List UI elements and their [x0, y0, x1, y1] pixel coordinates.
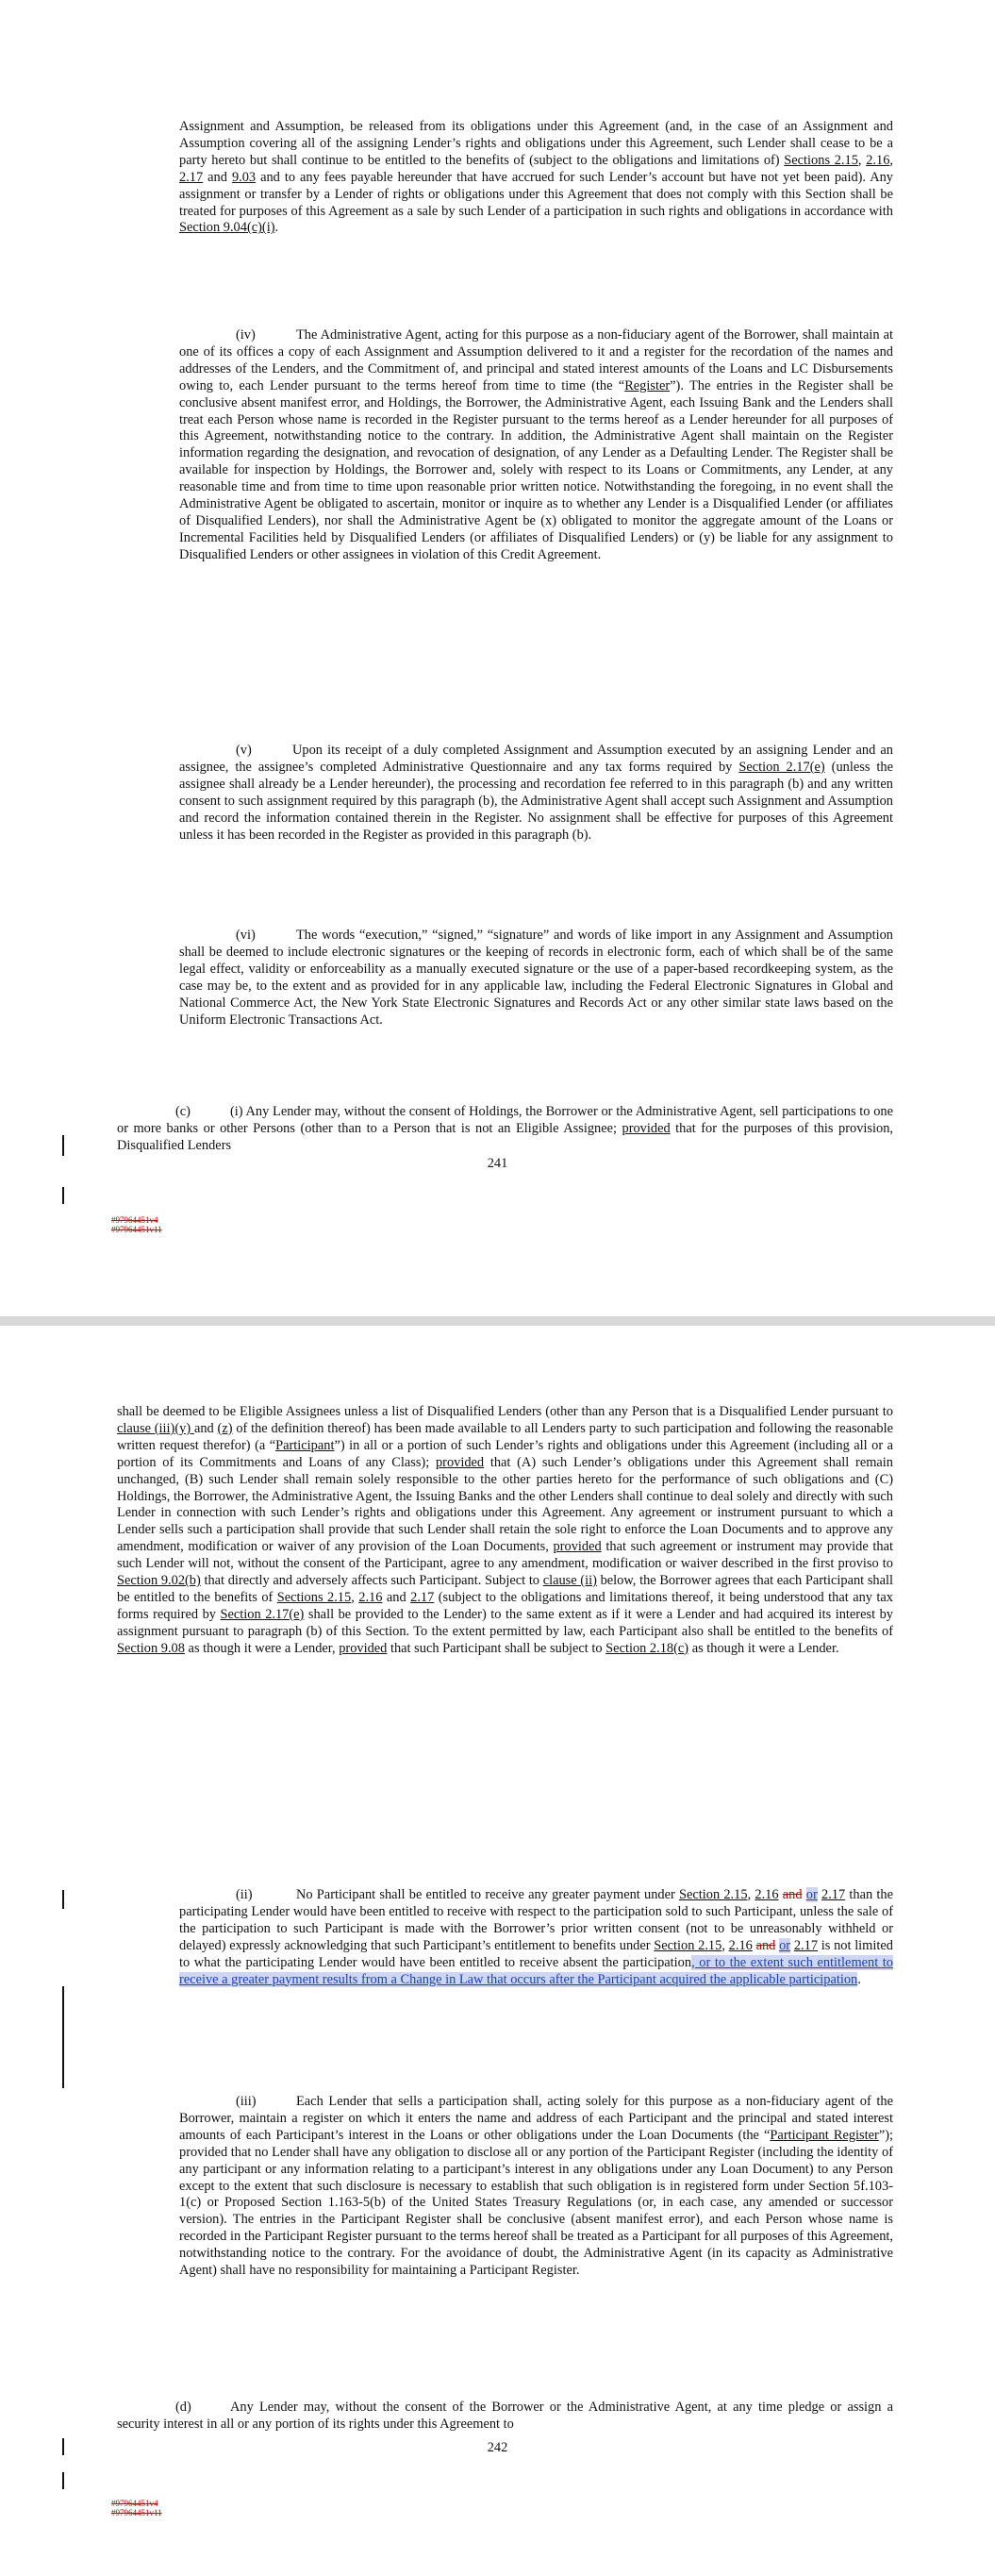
document-id-old: #97964451v4	[111, 1215, 158, 1225]
paragraph-vi-electronic-signatures: (vi) The words “execution,” “signed,” “signature” and words of like import in any Assignment and Assumption shall be deemed to include electronic signatures or the keeping of records in electronic form, each of which shall be of the same legal effect, validity or enforceability as a manually executed signature or the use of a paper-based recordkeeping system, as the case may be, to the extent and as provided for in any applicable law, including the Federal Electronic Signatures in Global and National Commerce Act, the New York State Electronic Signatures and Records Act or any other similar state laws based on the Uniform Electronic Transactions Act.	[179, 928, 893, 1028]
defined-term: provided	[622, 1120, 671, 1136]
clause-number: (vi)	[236, 928, 256, 943]
section-ref: 2.16	[866, 152, 890, 168]
document-id-new: #97964451v11	[111, 1225, 162, 1234]
clause-number: (v)	[236, 743, 252, 758]
section-ref: 2.16	[728, 1937, 753, 1953]
defined-term: provided	[553, 1539, 602, 1555]
paragraph-d-pledge: (d) Any Lender may, without the consent of the Borrower or the Administrative Agent, at any time pledge or assign a security interest in all or any portion of its rights under this Agreement to	[117, 2400, 893, 2432]
paragraph-iv-register: (iv) The Administrative Agent, acting for this purpose as a non-fiduciary agent of the Borrower, shall maintain at one of its offices a copy of each Assignment and Assumption delivered to it and a register for the recordation of the names and addresses of the Lenders, and the Commitment of, and principal and stated interest amounts of the Loans and LC Disbursements owing to, each Lender pursuant to the terms hereof from time to time (the “Register”). The entries in the Register shall be conclusive absent manifest error, and Holdings, the Borrower, the Administrative Agent, each Issuing Bank and the Lenders shall treat each Person whose name is recorded in the Register pursuant to the terms hereof as a Lender hereunder for all purposes of this Agreement, notwithstanding notice to the contrary. In addition, the Administrative Agent shall maintain on the Register information regarding the designation, and revocation of designation, of any Lender as a Defaulting Lender. The Register shall be available for inspection by Holdings, the Borrower and, solely with respect to its Loans or Commitments, any Lender, at any reasonable time and from time to time upon reasonable prior written notice. Notwithstanding the foregoing, in no event shall the Administrative Agent be obligated to ascertain, monitor or inquire as to whether any Lender is a Disqualified Lender (or affiliates of Disqualified Lenders), nor shall the Administrative Agent be (x) obligated to monitor the aggregate amount of the Loans or Incremental Facilities held by Disqualified Lenders (or affiliates of Disqualified Lenders) or (y) be liable for any assignment to Disqualified Lenders or other assignees in violation of this Credit Agreement.	[179, 327, 893, 562]
deleted-text: and	[782, 1887, 803, 1902]
inserted-text: or	[805, 1887, 818, 1902]
change-bar	[62, 1986, 64, 2088]
change-bar	[62, 1187, 64, 1204]
defined-term: Register	[624, 377, 671, 393]
change-bar	[62, 2472, 64, 2489]
clause-number: (iv)	[236, 327, 256, 343]
paragraph-v-recordation: (v) Upon its receipt of a duly completed Assignment and Assumption executed by an assigning Lender and an assignee, the assignee’s completed Administrative Questionnaire and any tax forms required by Section 2.17(e) (unless the assignee shall already be a Lender hereunder), the processing and recordation fee referred to in this paragraph (b) and any written consent to such assignment required by this paragraph (b), the Administrative Agent shall accept such Assignment and Assumption and record the information contained therein in the Register. No assignment shall be effective for purposes of this Agreement unless it has been recorded in the Register as provided in this paragraph (b).	[179, 743, 893, 843]
clause-ref: clause (iii)(y)	[117, 1420, 194, 1436]
section-ref: 9.03	[231, 169, 257, 185]
section-ref: 2.17	[410, 1589, 435, 1605]
section-ref: Section 2.18(c)	[605, 1640, 689, 1656]
change-bar	[62, 1890, 64, 1909]
change-bar	[62, 1135, 64, 1156]
section-ref: Section 2.17(e)	[220, 1606, 305, 1622]
clause-ref: clause (ii)	[542, 1573, 597, 1589]
paragraph-assignment-release: Assignment and Assumption, be released from its obligations under this Agreement (and, in the case of an Assignment and Assumption covering all of the assigning Lender’s rights and obligations under this Agreement, such Lender shall cease to be a party hereto but shall continue to be entitled to the benefits of (subject to the obligations and limitations of) Sections 2.15, 2.16, 2.17 and 9.03 and to any fees payable hereunder that have accrued for such Lender’s account but have not yet been paid). Any assignment or transfer by a Lender of rights or obligations under this Agreement that does not comply with this Section shall be treated for purposes of this Agreement as a sale by such Lender of a participation in such rights and obligations in accordance with Section 9.04(c)(i).	[179, 119, 893, 236]
page-number: 241	[487, 1156, 508, 1171]
section-ref: Sections 2.15	[276, 1589, 352, 1605]
section-ref: Section 2.15	[678, 1887, 748, 1902]
section-ref: 2.17	[179, 169, 204, 185]
section-ref: 2.17	[821, 1887, 846, 1902]
section-ref: 2.16	[755, 1887, 779, 1902]
section-ref: Section 9.02(b)	[117, 1573, 201, 1589]
document-page-242	[0, 1326, 995, 2576]
deleted-text: and	[755, 1937, 776, 1953]
paragraph-iii-participant-register: (iii) Each Lender that sells a participation shall, acting solely for this purpose as a non-fiduciary agent of the Borrower, maintain a register on which it enters the name and address of each Participant and the principal and stated interest amounts of each Participant’s interest in the Loans or other obligations under the Loan Documents (the “Participant Register”); provided that no Lender shall have any obligation to disclose all or any portion of the Participant Register (including the identity of any participant or any information relating to a participant’s interest in any obligations under any Loan Document) to any Person except to the extent that such disclosure is necessary to establish that such obligation is in registered form under Section 5f.103-1(c) or Proposed Section 1.163-5(b) of the United States Treasury Regulations (or, in each case, any amended or successor version). The entries in the Participant Register shall be conclusive (absent manifest error), and each Person whose name is recorded in the Participant Register pursuant to the terms hereof shall be treated as a Participant for all purposes of this Agreement, notwithstanding notice to the contrary. For the avoidance of doubt, the Administrative Agent (in its capacity as Administrative Agent) shall have no responsibility for maintaining a Participant Register.	[179, 2094, 893, 2279]
paragraph-ii-greater-payment: (ii) No Participant shall be entitled to receive any greater payment under Section 2.15, 2.16 and or 2.17 than the participating Lender would have been entitled to receive with respect to the participation sold to such Participant, unless the sale of the participation to such Participant is made with the Borrower’s prior written consent (not to be unreasonably withheld or delayed) expressly acknowledging that such Participant’s entitlement to benefits under Section 2.15, 2.16 and or 2.17 is not limited to what the participating Lender would have been entitled to receive absent the participation, or to the extent such entitlement to receive a greater payment results from a Change in Law that occurs after the Participant acquired the applicable participation.	[179, 1887, 893, 1987]
clause-number: (ii)	[236, 1887, 253, 1902]
document-id-new: #97964451v11	[111, 2508, 162, 2517]
clause-number: (iii)	[236, 2094, 257, 2109]
section-ref: 2.17	[793, 1937, 819, 1953]
document-id-old: #97964451v4	[111, 2499, 158, 2508]
defined-term: provided	[339, 1640, 388, 1656]
clause-number: (d)	[175, 2400, 191, 2415]
section-ref: Sections 2.15	[784, 152, 858, 168]
defined-term: Participant	[275, 1437, 335, 1453]
inserted-text: or	[779, 1937, 791, 1953]
section-ref: Section 2.17(e)	[738, 759, 825, 775]
section-ref: Section 9.04(c)(i)	[179, 220, 275, 236]
section-ref: Section 2.15	[654, 1937, 722, 1953]
defined-term: provided	[435, 1454, 485, 1470]
clause-ref: (z)	[217, 1420, 233, 1436]
section-ref: Section 9.08	[117, 1640, 185, 1656]
defined-term: Participant Register	[770, 2127, 879, 2143]
section-ref: 2.16	[358, 1589, 383, 1605]
clause-number: (c)	[175, 1104, 191, 1119]
inserted-text: , or to the extent such entitlement to receive a greater payment results from a Change in Law that occurs after the Participant acquired the applicable participation	[179, 1954, 893, 1987]
paragraph-participation-continued: shall be deemed to be Eligible Assignees unless a list of Disqualified Lenders (other than any Person that is a Disqualified Lender pursuant to clause (iii)(y) and (z) of the definition thereof) has been made available to all Lenders party to such participation and following the reasonable written request therefor) (a “Participant”) in all or a portion of such Lender’s rights and obligations under this Agreement (including all or a portion of its Commitments and Loans of any Class); provided that (A) such Lender’s obligations under this Agreement shall remain unchanged, (B) such Lender shall remain solely responsible to the other parties hereto for the performance of such obligations and (C) Holdings, the Borrower, the Administrative Agent, the Issuing Banks and the other Lenders shall continue to deal solely and directly with such Lender in connection with such Lender’s rights and obligations under this Agreement. Any agreement or instrument pursuant to which a Lender sells such a participation shall provide that such Lender shall retain the sole right to enforce the Loan Documents and to approve any amendment, modification or waiver of any provision of the Loan Documents, provided that such agreement or instrument may provide that such Lender will not, without the consent of the Participant, agree to any amendment, modification or waiver described in the first proviso to Section 9.02(b) that directly and adversely affects such Participant. Subject to clause (ii) below, the Borrower agrees that each Participant shall be entitled to the benefits of Sections 2.15, 2.16 and 2.17 (subject to the obligations and limitations thereof, it being understood that any tax forms required by Section 2.17(e) shall be provided to the Lender) to the same extent as if it were a Lender and had acquired its interest by assignment pursuant to paragraph (b) of this Section. To the extent permitted by law, each Participant also shall be entitled to the benefits of Section 9.08 as though it were a Lender, provided that such Participant shall be subject to Section 2.18(c) as though it were a Lender.	[117, 1404, 894, 1656]
paragraph-c-participations: (c) (i) Any Lender may, without the consent of Holdings, the Borrower or the Administrative Agent, sell participations to one or more banks or other Persons (other than to a Person that is not an Eligible Assignee; provided that for the purposes of this provision, Disqualified Lenders	[117, 1104, 893, 1153]
page-number: 242	[487, 2440, 508, 2455]
